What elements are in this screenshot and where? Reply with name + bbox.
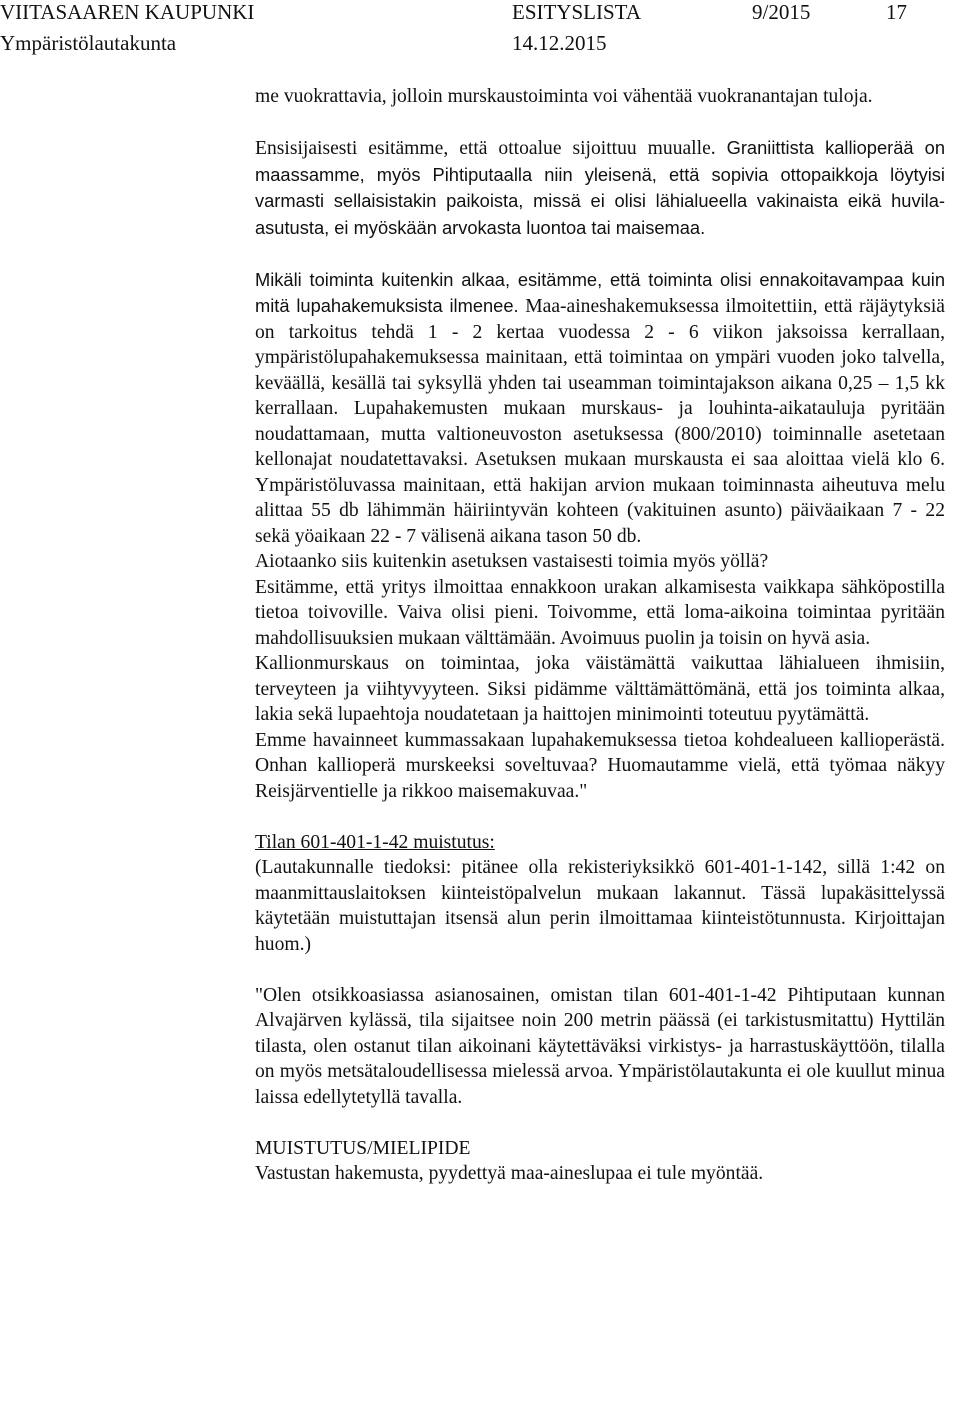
paragraph: Aiotaanko siis kuitenkin asetuksen vastaisesti toimia myös yöllä? <box>255 551 769 572</box>
section-heading <box>255 830 945 856</box>
paragraph <box>255 267 945 550</box>
meeting-date: 14.12.2015 <box>512 31 607 55</box>
document-body <box>255 84 945 1187</box>
paragraph: Kallionmurskaus on toimintaa, joka väistämättä vaikuttaa lähialueen ihmisiin, terveyteen ja viihtyvyyteen. Siksi pidämme välttämättömänä, että jos toiminta alkaa, lakia sekä lupaehtoja noudatetaan ja haittojen minimointi toteutuu pyytämättä. <box>255 653 945 725</box>
heading-text: Tilan 601-401-1-42 muistutus: <box>255 831 495 853</box>
sentence: Mikäli toiminta kuitenkin alkaa, esitämme, että toiminta olisi ennakoitavampaa kuin mitä lupahakemuksista ilmenee. <box>255 268 945 316</box>
doc-type: ESITYSLISTA <box>512 0 641 24</box>
page-number: 17 <box>886 0 907 24</box>
doc-number: 9/2015 <box>752 0 811 24</box>
paragraph: me vuokrattavia, jolloin murskaustoiminta voi vähentää vuokranantajan tuloja. <box>255 86 873 107</box>
section-heading: MUISTUTUS/MIELIPIDE <box>255 1137 471 1159</box>
paragraph <box>255 135 945 241</box>
paragraph: Emme havainneet kummassakaan lupahakemuksessa tietoa kohdealueen kallioperästä. Onhan kallioperä murskeeksi soveltuvaa? Huomautamme vielä, että työmaa näkyy Reisjärventielle ja rikkoo maisemakuvaa." <box>255 729 945 802</box>
paragraph: "Olen otsikkoasiassa asianosainen, omistan tilan 601-401-1-42 Pihtiputaan kunnan Alvajärven kylässä, tila sijaitsee noin 200 metrin päässä (ei tarkistusmitattu) Hyttilän tilasta, olen ostanut tilan aikoinani käytettäväksi virkistys- ja harrastuskäyttöön, tilalla on myös metsätaloudellisessa mielessä arvoa. Ympäristölautakunta ei ole kuullut minua laissa edellytetyllä tavalla. <box>255 984 945 1108</box>
sentence: Maa-aineshakemuksessa ilmoitettiin, että räjäytyksiä on tarkoitus tehdä 1 - 2 kertaa vuodessa 2 - 6 viikon jaksoissa kerrallaan, ympäristölupahakemuksessa mainitaan, että toimintaa on ympäri vuoden joko talvella, keväällä, kesällä tai syksyllä yhden tai useamman toimintajakson aikana 0,25 – 1,5 kk kerrallaan. Lupahakemusten mukaan murskaus- ja louhinta-aikatauluja pyritään noudattamaan, mutta valtioneuvoston asetuksessa (800/2010) toiminnalle asetetaan kellonajat noudatettavaksi. Asetuksen mukaan murskausta ei saa aloittaa vielä klo 6. Ympäristöluvassa mainitaan, että hakijan arvion mukaan toiminnasta aiheutuva melu alittaa 55 db lähimmän häiriintyvän kohteen (vakituinen asunto) päiväaikaan 7 - 22 sekä yöaikaan 22 - 7 välisenä aikana tason 50 db. <box>255 296 945 547</box>
paragraph: (Lautakunnalle tiedoksi: pitänee olla rekisteriyksikkö 601-401-1-142, sillä 1:42 on maanmittauslaitoksen kiinteistöpalvelun mukaan lakannut. Tässä lupakäsittelyssä käytetään muistuttajan itsensä alun perin ilmoittamaa kiinteistötunnusta. Kirjoittajan huom.) <box>255 857 945 955</box>
board-name: Ympäristölautakunta <box>0 31 177 55</box>
paragraph: Esitämme, että yritys ilmoittaa ennakkoon urakan alkamisesta vaikkapa sähköpostilla tietoa toivoville. Vaiva olisi pieni. Toivomme, että loma-aikoina toimintaa pyritään mahdollisuuksien mukaan välttämään. Avoimuus puolin ja toisin on hyvä asia. <box>255 576 945 649</box>
org-name: VIITASAAREN KAUPUNKI <box>0 0 255 24</box>
sentence: Ensisijaisesti esitämme, että ottoalue sijoittuu muualle. <box>255 138 716 159</box>
sentence: Graniittista kallioperää on maassamme, myös Pihtiputaalla niin yleisenä, että sopivia ottopaikkoja löytyisi varmasti sellaisistakin paikoista, missä ei olisi lähialueella vakinaista eikä huvila-asutusta, ei myöskään arvokasta luontoa tai maisemaa. <box>255 137 945 238</box>
paragraph: Vastustan hakemusta, pyydettyä maa-aineslupaa ei tule myöntää. <box>255 1163 764 1184</box>
